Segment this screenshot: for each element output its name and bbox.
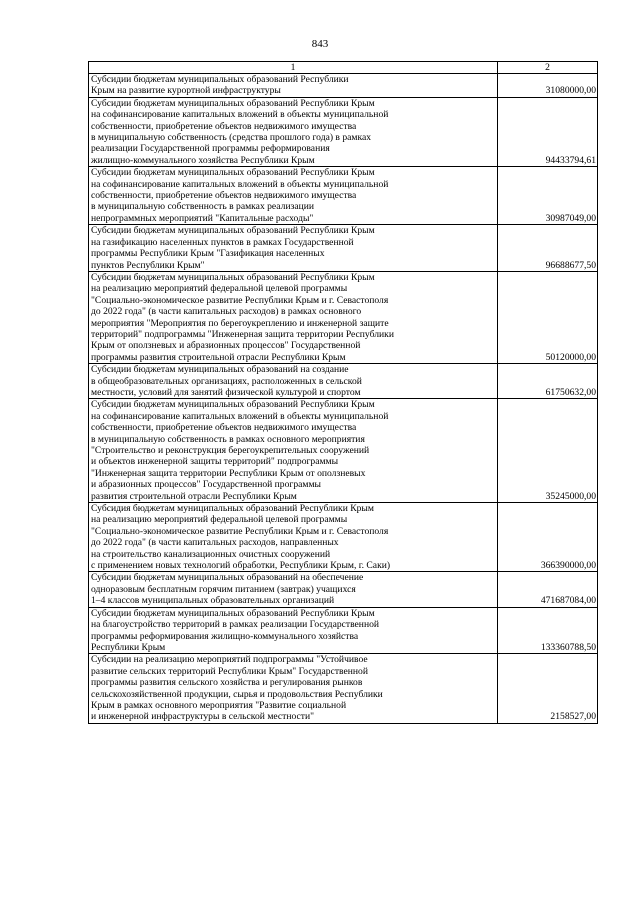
table-row bbox=[89, 97, 598, 166]
row-amount: 366390000,00 bbox=[498, 503, 598, 572]
row-amount: 31080000,00 bbox=[498, 74, 598, 98]
row-amount: 133360788,50 bbox=[498, 607, 598, 654]
row-description: Субсидии бюджетам муниципальных образований Республики Крым на софинансирование капитальных вложений в объекты муниципальной собственности, приобретение объектов недвижимого имущества в муниципальную собственность в рамках реализации непрограммных мероприятий "Капитальные расходы" bbox=[89, 167, 498, 225]
row-amount: 96688677,50 bbox=[498, 225, 598, 272]
row-amount: 2158527,00 bbox=[498, 654, 598, 723]
table-row bbox=[89, 271, 598, 363]
row-amount: 94433794,61 bbox=[498, 97, 598, 166]
row-amount: 35245000,00 bbox=[498, 399, 598, 503]
row-amount: 471687084,00 bbox=[498, 572, 598, 607]
row-description: Субсидии бюджетам муниципальных образований на создание в общеобразовательных организациях, расположенных в сельской местности, условий для занятий физической культурой и спортом bbox=[89, 364, 498, 399]
table-header-row bbox=[89, 62, 598, 74]
table-row bbox=[89, 167, 598, 225]
table-row bbox=[89, 225, 598, 272]
column-header-description: 1 bbox=[89, 62, 498, 74]
row-description: Субсидии бюджетам муниципальных образований Республики Крым на софинансирование капитальных вложений в объекты муниципальной собственности, приобретение объектов недвижимого имущества в муниципальную собственность в рамках основного мероприятия "Строительство и реконструкция берегоукрепительных сооружений и объектов инженерной защиты территорий" подпрограммы "Инженерная защита территории Республики Крым от оползневых и абразионных процессов" Государственной программы развития строительной отрасли Республики Крым bbox=[89, 399, 498, 503]
table-row bbox=[89, 364, 598, 399]
row-description: Субсидии бюджетам муниципальных образований Республики Крым на развитие курортной инфраструктуры bbox=[89, 74, 498, 98]
column-header-amount: 2 bbox=[498, 62, 598, 74]
table-row bbox=[89, 607, 598, 654]
row-description: Субсидии на реализацию мероприятий подпрограммы "Устойчивое развитие сельских территорий Республики Крым" Государственной программы развития сельского хозяйства и регулирования рынков сельскохозяйственной продукции, сырья и продовольствия Республики Крым в рамках основного мероприятия "Развитие социальной и инженерной инфраструктуры в сельской местности" bbox=[89, 654, 498, 723]
row-description: Субсидии бюджетам муниципальных образований Республики Крым на реализацию мероприятий федеральной целевой программы "Социально-экономическое развитие Республики Крым и г. Севастополя до 2022 года" (в части капитальных расходов) в рамках основного мероприятия "Мероприятия по берегоукреплению и инженерной защите территорий" подпрограммы "Инженерная защита территории Республики Крым от оползневых и абразионных процессов" Государственной программы развития строительной отрасли Республики Крым bbox=[89, 271, 498, 363]
table-row bbox=[89, 399, 598, 503]
table-row bbox=[89, 74, 598, 98]
row-description: Субсидии бюджетам муниципальных образований на обеспечение одноразовым бесплатным горячим питанием (завтрак) учащихся 1–4 классов муниципальных образовательных организаций bbox=[89, 572, 498, 607]
row-amount: 50120000,00 bbox=[498, 271, 598, 363]
row-description: Субсидии бюджетам муниципальных образований Республики Крым на софинансирование капитальных вложений в объекты муниципальной собственности, приобретение объектов недвижимого имущества в муниципальную собственность (средства прошлого года) в рамках реализации Государственной программы реформирования жилищно-коммунального хозяйства Республики Крым bbox=[89, 97, 498, 166]
subsidy-table bbox=[88, 61, 598, 724]
row-description: Субсидии бюджетам муниципальных образований Республики Крым на газификацию населенных пунктов в рамках Государственной программы Республики Крым "Газификация населенных пунктов Республики Крым" bbox=[89, 225, 498, 272]
row-amount: 30987049,00 bbox=[498, 167, 598, 225]
page-number: 843 bbox=[311, 38, 329, 50]
table-row bbox=[89, 654, 598, 723]
table-row bbox=[89, 572, 598, 607]
row-description: Субсидии бюджетам муниципальных образований Республики Крым на благоустройство территорий в рамках реализации Государственной программы реформирования жилищно-коммунального хозяйства Республики Крым bbox=[89, 607, 498, 654]
row-amount: 61750632,00 bbox=[498, 364, 598, 399]
row-description: Субсидия бюджетам муниципальных образований Республики Крым на реализацию мероприятий федеральной целевой программы "Социально-экономическое развитие Республики Крым и г. Севастополя до 2022 года" (в части капитальных расходов, направленных на строительство канализационных очистных сооружений с применением новых технологий обработки, Республики Крым, г. Саки) bbox=[89, 503, 498, 572]
table-row bbox=[89, 503, 598, 572]
